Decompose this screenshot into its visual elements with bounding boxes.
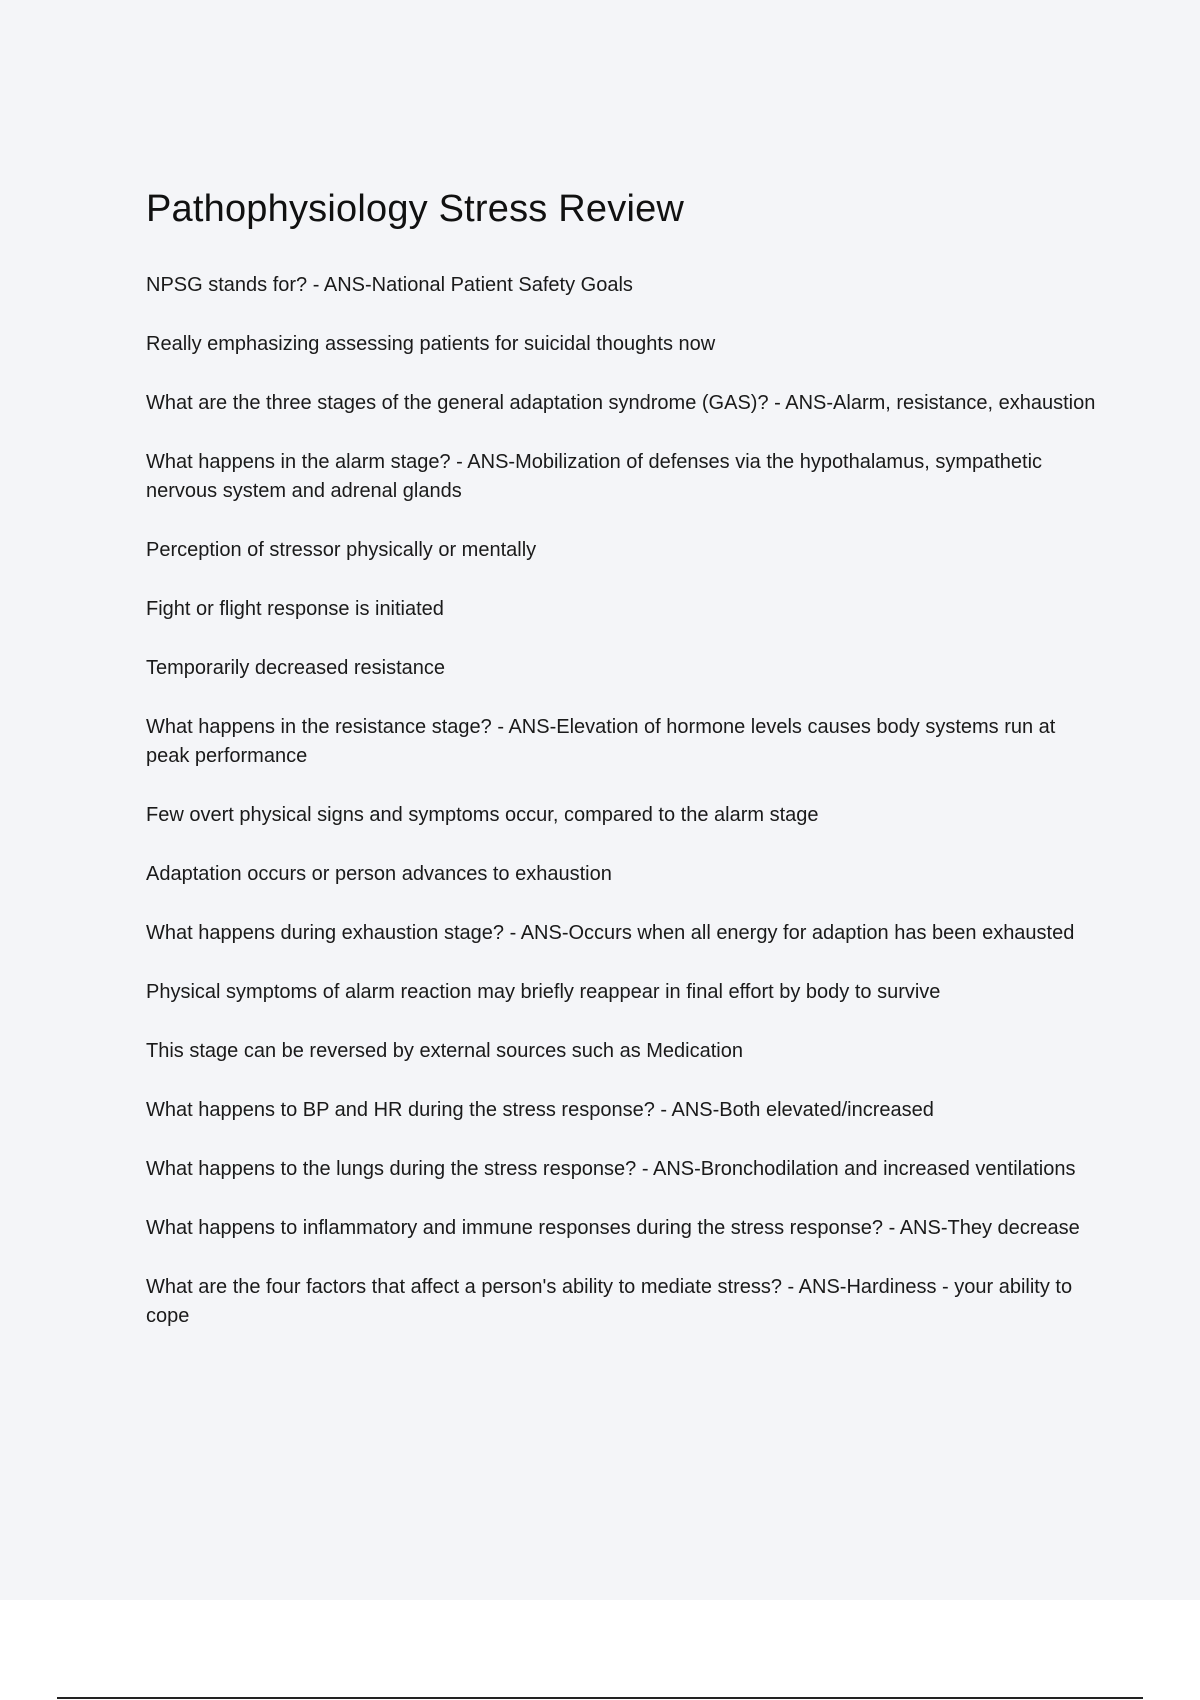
entry-paragraph: Really emphasizing assessing patients for suicidal thoughts now — [146, 333, 716, 355]
entry-paragraph: Temporarily decreased resistance — [146, 657, 446, 679]
entry-paragraph: Few overt physical signs and symptoms occur, compared to the alarm stage — [146, 804, 819, 826]
entry-paragraph: What happens to BP and HR during the stress response? - ANS-Both elevated/increased — [146, 1099, 934, 1121]
entry-paragraph: NPSG stands for? - ANS-National Patient Safety Goals — [146, 274, 633, 296]
document-title: Pathophysiology Stress Review — [146, 188, 685, 230]
entry-paragraph: Perception of stressor physically or mentally — [146, 539, 537, 561]
entry-paragraph: Fight or flight response is initiated — [146, 598, 444, 620]
entry-paragraph: What happens to the lungs during the stress response? - ANS-Bronchodilation and increased ventilations — [146, 1158, 1076, 1180]
entry-paragraph: What happens during exhaustion stage? - ANS-Occurs when all energy for adaption has been exhausted — [146, 922, 1075, 944]
entry-list — [146, 271, 1096, 1331]
entry-paragraph: Physical symptoms of alarm reaction may briefly reappear in final effort by body to survive — [146, 981, 941, 1003]
entry-paragraph: What happens in the alarm stage? - ANS-Mobilization of defenses via the hypothalamus, sympathetic nervous system and adrenal glands — [146, 451, 1043, 502]
entry-paragraph: What happens in the resistance stage? - ANS-Elevation of hormone levels causes body systems run at peak performance — [146, 716, 1056, 767]
entry-paragraph: What are the four factors that affect a person's ability to mediate stress? - ANS-Hardiness - your ability to cope — [146, 1276, 1073, 1327]
entry-paragraph: Adaptation occurs or person advances to exhaustion — [146, 863, 612, 885]
entry-paragraph: What are the three stages of the general adaptation syndrome (GAS)? - ANS-Alarm, resistance, exhaustion — [146, 392, 1096, 414]
document-content — [146, 185, 1096, 1361]
entry-paragraph: This stage can be reversed by external sources such as Medication — [146, 1040, 743, 1062]
entry-paragraph: What happens to inflammatory and immune responses during the stress response? - ANS-They decrease — [146, 1217, 1080, 1239]
footer-divider — [57, 1697, 1143, 1699]
